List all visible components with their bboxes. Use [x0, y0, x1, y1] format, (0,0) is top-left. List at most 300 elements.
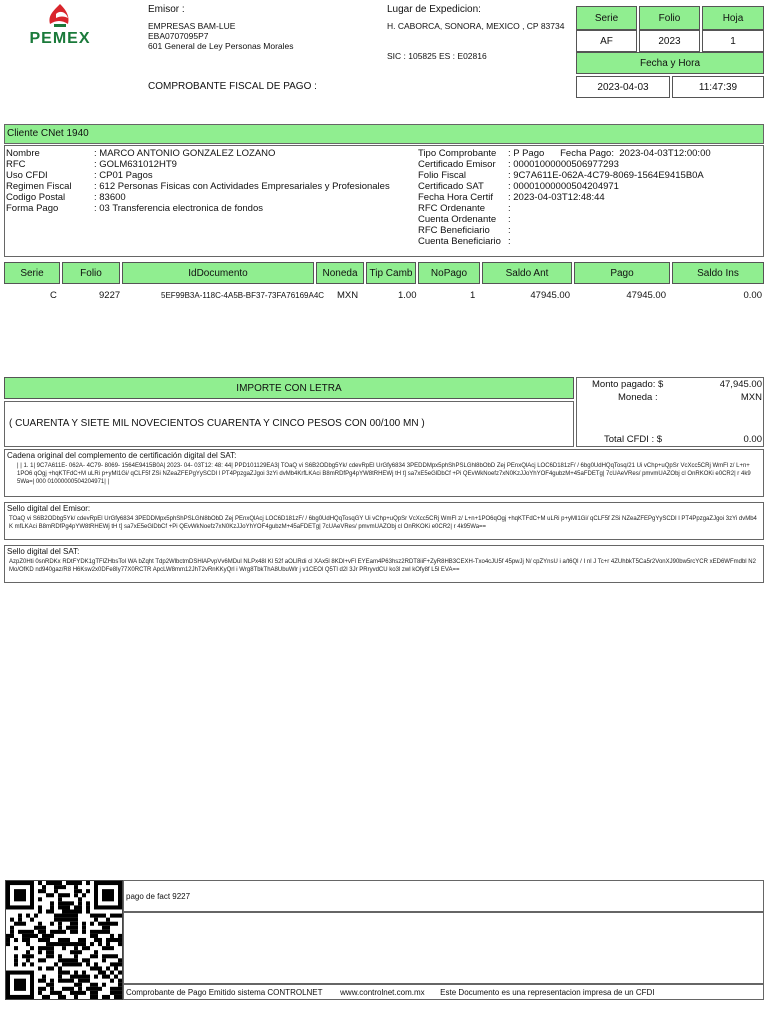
- qr-module: [26, 958, 30, 962]
- qr-module: [50, 991, 54, 995]
- qr-module: [58, 901, 62, 905]
- qr-module: [38, 987, 42, 991]
- qr-module: [58, 975, 62, 979]
- qr-module: [118, 938, 122, 942]
- cadena-label: Cadena original del complemento de certificación digital del SAT:: [7, 451, 237, 460]
- qr-module: [102, 975, 106, 979]
- qr-module: [98, 942, 102, 946]
- field-key: Nombre: [6, 148, 40, 159]
- qr-module: [50, 909, 54, 913]
- qr-module: [82, 926, 86, 930]
- qr-module: [26, 942, 30, 946]
- qr-module: [78, 991, 82, 995]
- qr-module: [102, 946, 106, 950]
- cell-serie: C: [50, 290, 57, 301]
- qr-module: [26, 950, 30, 954]
- qr-module: [102, 930, 106, 934]
- emisor-name: EMPRESAS BAM-LUE: [148, 21, 236, 31]
- qr-module: [74, 971, 78, 975]
- qr-module: [22, 954, 26, 958]
- qr-module: [98, 966, 102, 970]
- qr-module: [110, 991, 114, 995]
- qr-module: [70, 881, 74, 885]
- qr-module: [82, 971, 86, 975]
- qr-module: [90, 987, 94, 991]
- qr-finder: [14, 979, 26, 991]
- qr-module: [102, 971, 106, 975]
- qr-module: [14, 958, 18, 962]
- importe-text-box: [4, 401, 574, 447]
- qr-module: [18, 930, 22, 934]
- qr-module: [74, 881, 78, 885]
- col-saldoins: Saldo Ins: [672, 262, 764, 284]
- qr-module: [50, 979, 54, 983]
- qr-module: [22, 934, 26, 938]
- qr-module: [94, 914, 98, 918]
- qr-module: [78, 901, 82, 905]
- cell-moneda: MXN: [337, 290, 359, 301]
- qr-module: [78, 881, 82, 885]
- qr-module: [62, 962, 66, 966]
- total-label: Total CFDI : $: [604, 434, 663, 445]
- col-moneda: Noneda: [316, 262, 364, 284]
- emisor-regimen: 601 General de Ley Personas Morales: [148, 41, 294, 51]
- qr-module: [114, 954, 118, 958]
- qr-module: [94, 950, 98, 954]
- qr-module: [82, 938, 86, 942]
- qr-module: [62, 946, 66, 950]
- qr-module: [54, 881, 58, 885]
- qr-module: [106, 926, 110, 930]
- qr-module: [22, 922, 26, 926]
- qr-module: [98, 938, 102, 942]
- qr-module: [70, 958, 74, 962]
- field-row: [418, 159, 762, 170]
- qr-module: [58, 938, 62, 942]
- qr-module: [18, 914, 22, 918]
- qr-module: [42, 934, 46, 938]
- qr-module: [70, 991, 74, 995]
- field-value: : 00001000000506977293: [508, 159, 619, 170]
- qr-module: [110, 934, 114, 938]
- qr-module: [86, 909, 90, 913]
- folio-value: 2023: [639, 30, 700, 52]
- qr-finder: [14, 889, 26, 901]
- field-row: [6, 170, 416, 181]
- cell-nopago: 1: [470, 290, 476, 301]
- col-nopago: NoPago: [418, 262, 480, 284]
- field-row: [6, 203, 416, 214]
- folio-header: Folio: [639, 6, 700, 30]
- qr-module: [118, 958, 122, 962]
- qr-module: [10, 930, 14, 934]
- qr-module: [102, 983, 106, 987]
- qr-module: [58, 930, 62, 934]
- qr-module: [62, 885, 66, 889]
- qr-module: [46, 938, 50, 942]
- field-key: Cuenta Beneficiario: [418, 236, 501, 247]
- qr-module: [38, 950, 42, 954]
- qr-code: [5, 880, 123, 1000]
- qr-module: [94, 983, 98, 987]
- field-value: : CP01 Pagos: [94, 170, 153, 181]
- col-pago: Pago: [574, 262, 670, 284]
- sello-emisor-box: [4, 502, 764, 540]
- qr-module: [30, 934, 34, 938]
- qr-module: [78, 975, 82, 979]
- qr-module: [74, 889, 78, 893]
- qr-module: [70, 930, 74, 934]
- qr-module: [102, 926, 106, 930]
- qr-module: [78, 889, 82, 893]
- qr-module: [114, 922, 118, 926]
- field-key: RFC: [6, 159, 26, 170]
- field-key: Tipo Comprobante: [418, 148, 497, 159]
- qr-module: [98, 914, 102, 918]
- qr-module: [58, 918, 62, 922]
- qr-note: pago de fact 9227: [126, 892, 191, 901]
- field-key: Fecha Hora Certif: [418, 192, 493, 203]
- sello-emisor-label: Sello digital del Emisor:: [7, 504, 91, 513]
- field-value: :: [508, 203, 511, 214]
- qr-module: [58, 922, 62, 926]
- qr-module: [62, 914, 66, 918]
- importe-text: ( CUARENTA Y SIETE MIL NOVECIENTOS CUARENTA Y CINCO PESOS CON 00/100 MN ): [9, 418, 425, 429]
- qr-module: [114, 938, 118, 942]
- qr-module: [90, 914, 94, 918]
- qr-module: [86, 958, 90, 962]
- qr-module: [114, 995, 118, 999]
- qr-module: [62, 995, 66, 999]
- field-row: [418, 181, 762, 192]
- importe-header: IMPORTE CON LETRA: [4, 377, 574, 399]
- lugar-value: H. CABORCA, SONORA, MEXICO , CP 83734: [387, 21, 565, 31]
- qr-module: [114, 962, 118, 966]
- qr-module: [110, 938, 114, 942]
- qr-module: [38, 881, 42, 885]
- field-key: Cuenta Ordenante: [418, 214, 497, 225]
- qr-module: [10, 918, 14, 922]
- qr-module: [110, 962, 114, 966]
- field-row: [418, 225, 762, 236]
- field-key: Folio Fiscal: [418, 170, 467, 181]
- qr-module: [78, 909, 82, 913]
- field-key: Codigo Postal: [6, 192, 66, 203]
- qr-module: [54, 918, 58, 922]
- qr-module: [66, 881, 70, 885]
- qr-module: [46, 966, 50, 970]
- qr-module: [114, 966, 118, 970]
- qr-module: [54, 889, 58, 893]
- qr-module: [34, 914, 38, 918]
- hora-value: 11:47:39: [672, 76, 764, 98]
- qr-module: [106, 922, 110, 926]
- qr-module: [58, 942, 62, 946]
- monto-label: Monto pagado: $: [592, 379, 664, 390]
- qr-module: [106, 966, 110, 970]
- qr-module: [18, 922, 22, 926]
- cadena-box: [4, 449, 764, 497]
- qr-module: [74, 914, 78, 918]
- qr-module: [50, 922, 54, 926]
- qr-module: [66, 926, 70, 930]
- qr-module: [74, 950, 78, 954]
- qr-module: [78, 897, 82, 901]
- qr-module: [22, 938, 26, 942]
- qr-module: [82, 979, 86, 983]
- cliente-right-fields: [418, 148, 762, 247]
- qr-module: [42, 930, 46, 934]
- qr-module: [62, 942, 66, 946]
- qr-module: [46, 983, 50, 987]
- qr-module: [74, 918, 78, 922]
- field-row: [418, 148, 762, 159]
- qr-module: [62, 918, 66, 922]
- qr-module: [90, 995, 94, 999]
- footer-note-box: [123, 880, 764, 912]
- qr-module: [38, 930, 42, 934]
- qr-module: [22, 962, 26, 966]
- qr-module: [90, 983, 94, 987]
- qr-module: [102, 995, 106, 999]
- qr-module: [118, 995, 122, 999]
- qr-module: [66, 893, 70, 897]
- qr-module: [118, 942, 122, 946]
- qr-module: [110, 954, 114, 958]
- qr-module: [86, 975, 90, 979]
- qr-module: [78, 983, 82, 987]
- qr-module: [62, 905, 66, 909]
- qr-module: [58, 885, 62, 889]
- qr-module: [30, 930, 34, 934]
- cell-iddocumento: 5EF99B3A-118C-4A5B-BF37-73FA76169A4C: [161, 291, 325, 300]
- qr-module: [54, 991, 58, 995]
- pago-row: [0, 290, 768, 304]
- field-value: :: [508, 214, 511, 225]
- qr-module: [50, 881, 54, 885]
- field-row: [418, 203, 762, 214]
- qr-module: [70, 909, 74, 913]
- qr-module: [62, 971, 66, 975]
- qr-module: [102, 914, 106, 918]
- fecha-value: 2023-04-03: [576, 76, 670, 98]
- qr-module: [118, 983, 122, 987]
- qr-module: [26, 934, 30, 938]
- qr-module: [90, 942, 94, 946]
- qr-module: [46, 942, 50, 946]
- field-row: [6, 192, 416, 203]
- qr-module: [6, 934, 10, 938]
- qr-module: [118, 962, 122, 966]
- qr-module: [94, 934, 98, 938]
- qr-module: [82, 893, 86, 897]
- qr-module: [26, 930, 30, 934]
- qr-module: [54, 885, 58, 889]
- qr-module: [90, 922, 94, 926]
- qr-module: [74, 905, 78, 909]
- col-saldoant: Saldo Ant: [482, 262, 572, 284]
- qr-module: [58, 954, 62, 958]
- qr-module: [38, 979, 42, 983]
- qr-module: [86, 881, 90, 885]
- qr-module: [54, 962, 58, 966]
- qr-module: [46, 995, 50, 999]
- field-value: :: [508, 225, 511, 236]
- emisor-label: Emisor :: [148, 4, 185, 15]
- qr-module: [78, 979, 82, 983]
- qr-module: [42, 926, 46, 930]
- qr-module: [58, 893, 62, 897]
- lugar-label: Lugar de Expedicion:: [387, 4, 481, 15]
- qr-module: [74, 962, 78, 966]
- qr-module: [82, 946, 86, 950]
- serie-value: AF: [576, 30, 637, 52]
- qr-finder: [102, 889, 114, 901]
- field-value: : 612 Personas Fisicas con Actividades Empresariales y Profesionales: [94, 181, 390, 192]
- qr-module: [70, 942, 74, 946]
- qr-module: [58, 881, 62, 885]
- qr-module: [94, 991, 98, 995]
- qr-module: [38, 938, 42, 942]
- cadena-value: | | 1. 1| 9C7A611E- 062A- 4C79- 8069- 1564E9415B0A| 2023- 04- 03T12: 48: 44| PPD101129EA3| TOaQ vi S6B2ODbg5Yk/ cdevRpEl UrGfy6834 3PEDDMpx5phShPSLGhl8bObD Zej PEnxQlAcj LOC6D181zF/ / 6bg0UdHQqTosq/21 Ui vChp+uQpSr VcXcc5CRj WmFl z/ L+n+1PO6 qOgj +hqKTFdC+M uLRi p+yMl1Gi/ qCLF5f ZSi NZeaZFEPgYySCDI l PT4PpzgaZJgoi 3zYi dvMb4KrfLKAci B8mRDfPg4pYW8tRHEWj tH t] sa7xE5eGlDbCf +Pi QEvWkNoefz7xN0KzJJoYhYOF4gubzM+45aFDETg| 7cUAeVRes/ pmvmUAZObj cl OnRKOKi e0CR2| r 4k95Wa=| 000 01000000504204971| |: [17, 463, 751, 485]
- field-value: : P Pago Fecha Pago: 2023-04-03T12:00:00: [508, 148, 711, 159]
- field-value: : 2023-04-03T12:48:44: [508, 192, 605, 203]
- qr-module: [74, 995, 78, 999]
- field-row: [6, 159, 416, 170]
- qr-module: [106, 930, 110, 934]
- qr-module: [42, 987, 46, 991]
- qr-module: [78, 950, 82, 954]
- total-value: 0.00: [743, 434, 762, 445]
- qr-module: [70, 901, 74, 905]
- qr-module: [50, 893, 54, 897]
- qr-module: [42, 979, 46, 983]
- qr-module: [90, 930, 94, 934]
- qr-module: [54, 930, 58, 934]
- qr-module: [118, 914, 122, 918]
- cell-tipcamb: 1.00: [398, 290, 417, 301]
- qr-module: [46, 954, 50, 958]
- fecha-header: Fecha y Hora: [576, 52, 764, 74]
- qr-module: [62, 930, 66, 934]
- qr-module: [94, 930, 98, 934]
- footer-line: Comprobante de Pago Emitido sistema CONTROLNET www.controlnet.com.mx Este Documento es una representacion impresa de un CFDI: [126, 988, 655, 997]
- qr-module: [66, 979, 70, 983]
- qr-module: [66, 938, 70, 942]
- qr-module: [58, 966, 62, 970]
- qr-module: [106, 954, 110, 958]
- qr-module: [82, 942, 86, 946]
- field-value: : GOLM631012HT9: [94, 159, 177, 170]
- qr-module: [38, 889, 42, 893]
- qr-module: [118, 991, 122, 995]
- qr-module: [46, 893, 50, 897]
- qr-module: [54, 914, 58, 918]
- qr-module: [110, 987, 114, 991]
- qr-module: [26, 954, 30, 958]
- cell-saldoant: 47945.00: [530, 290, 570, 301]
- qr-module: [66, 901, 70, 905]
- qr-module: [30, 962, 34, 966]
- sello-sat-box: [4, 545, 764, 583]
- qr-module: [50, 905, 54, 909]
- qr-module: [86, 901, 90, 905]
- qr-module: [58, 979, 62, 983]
- qr-module: [66, 909, 70, 913]
- qr-module: [42, 995, 46, 999]
- qr-module: [42, 958, 46, 962]
- qr-module: [94, 938, 98, 942]
- hoja-value: 1: [702, 30, 764, 52]
- qr-module: [114, 975, 118, 979]
- field-key: Forma Pago: [6, 203, 59, 214]
- qr-module: [98, 971, 102, 975]
- qr-module: [58, 995, 62, 999]
- qr-module: [78, 905, 82, 909]
- field-value: :: [508, 236, 511, 247]
- serie-header: Serie: [576, 6, 637, 30]
- qr-module: [46, 934, 50, 938]
- qr-module: [78, 942, 82, 946]
- monto-value: 47,945.00: [719, 379, 762, 390]
- col-iddocumento: IdDocumento: [122, 262, 314, 284]
- qr-module: [50, 934, 54, 938]
- footer-line-box: [123, 984, 764, 1000]
- qr-module: [118, 934, 122, 938]
- qr-module: [58, 914, 62, 918]
- qr-module: [74, 958, 78, 962]
- qr-module: [38, 897, 42, 901]
- qr-module: [74, 926, 78, 930]
- qr-module: [70, 926, 74, 930]
- qr-module: [78, 962, 82, 966]
- qr-module: [106, 938, 110, 942]
- qr-module: [42, 946, 46, 950]
- qr-module: [62, 893, 66, 897]
- field-row: [418, 236, 762, 247]
- qr-module: [50, 966, 54, 970]
- qr-module: [62, 958, 66, 962]
- qr-module: [74, 922, 78, 926]
- qr-module: [74, 893, 78, 897]
- qr-module: [6, 942, 10, 946]
- qr-module: [114, 987, 118, 991]
- qr-module: [118, 987, 122, 991]
- qr-module: [94, 995, 98, 999]
- qr-module: [86, 979, 90, 983]
- qr-module: [74, 930, 78, 934]
- qr-module: [70, 979, 74, 983]
- qr-module: [38, 991, 42, 995]
- qr-module: [66, 958, 70, 962]
- qr-module: [78, 938, 82, 942]
- qr-module: [94, 975, 98, 979]
- qr-module: [50, 983, 54, 987]
- qr-module: [38, 958, 42, 962]
- qr-module: [106, 995, 110, 999]
- sic-value: SIC : 105825 ES : E02816: [387, 51, 487, 61]
- qr-module: [58, 958, 62, 962]
- qr-module: [118, 979, 122, 983]
- qr-module: [110, 946, 114, 950]
- qr-module: [50, 954, 54, 958]
- qr-module: [50, 987, 54, 991]
- field-value: : MARCO ANTONIO GONZALEZ LOZANO: [94, 148, 276, 159]
- qr-module: [66, 918, 70, 922]
- cliente-header: [4, 124, 764, 144]
- qr-module: [38, 946, 42, 950]
- qr-module: [70, 922, 74, 926]
